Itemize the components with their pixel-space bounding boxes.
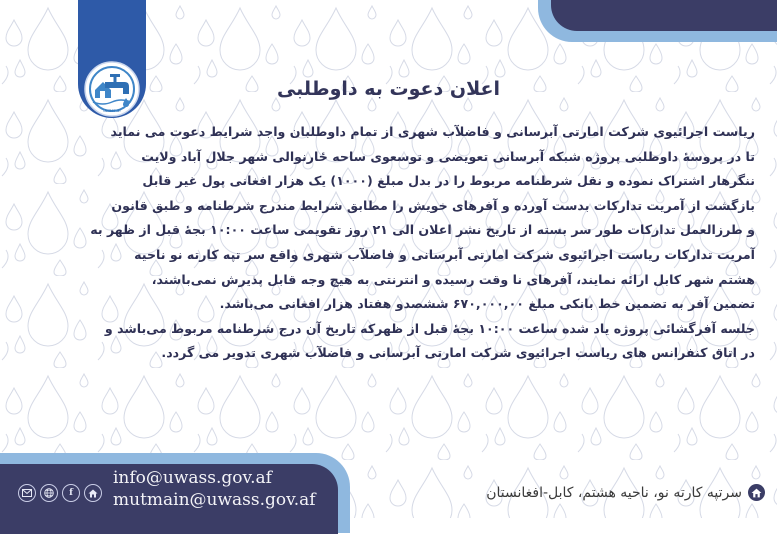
body-line: جلسه آفرگشائی پروژه یاد شده ساعت ۱۰:۰۰ بجهٔ قبل از ظهرکه تاریخ آن درج شرطنامه مربوط می‌باشد و <box>104 320 755 336</box>
body-line: آمریت تدارکات ریاست اجرائیوی شرکت امارتی آبرسانی و فاضلآب شهری واقع سر تپه کارته نو ناحیه <box>134 246 755 262</box>
email-link-mutmain[interactable]: mutmain@uwass.gov.af <box>113 490 316 510</box>
home-icon[interactable] <box>84 484 102 502</box>
body-line: ریاست اجرائیوی شرکت امارتی آبرسانی و فاضلآب شهری از تمام داوطلبان واجد شرایط دعوت می نماید <box>110 124 755 139</box>
body-line: و طرزالعمل تدارکات طور سر بسته از تاریخ نشر اعلان الی ۲۱ روز تقویمی ساعت ۱۰:۰۰ بجهٔ قبل از ظهر به <box>90 222 755 238</box>
body-line: در اتاق کنفرانس های ریاست اجرائیوی شرکت امارتی آبرسانی و فاضلآب شهری تدویر می گردد. <box>161 345 755 361</box>
globe-icon[interactable] <box>40 484 58 502</box>
body-line: ننگرهار اشتراک نموده و نقل شرطنامه مربوط را در بدل مبلغ (۱۰۰۰) یک هزار افغانی پول غیر قابل <box>142 173 755 189</box>
email-icon[interactable] <box>18 484 36 502</box>
body-line: تضمین آفر به تضمین خط بانکی مبلغ ۶۷۰,۰۰۰,۰۰ ششصدو هفتاد هزار افغانی می‌باشد. <box>219 296 755 312</box>
footer-social-icons <box>18 484 102 502</box>
footer-emails <box>113 467 316 511</box>
footer-address <box>486 484 765 501</box>
body-line: بازگشت از آمریت تدارکات بدست آورده و آفرهای خویش را مطابق شرایط مندرج شرطنامه و طبق قانون <box>111 197 755 213</box>
announcement-body <box>48 120 755 366</box>
body-line: هشتم شهر کابل ارائه نمایند، آفرهای نا وقت رسیده و انترنتی به هیچ وجه قابل پذیرش نمی‌باشند، <box>151 271 755 287</box>
announcement-title: اعلان دعوت به داوطلبی <box>276 78 501 100</box>
facebook-icon[interactable]: f <box>62 484 80 502</box>
svg-text:uwass.af: uwass.af <box>103 108 121 113</box>
header-tab <box>551 0 777 31</box>
home-icon <box>748 484 765 501</box>
body-line: تا در پروسهٔ داوطلبی پروژه شبکه آبرسانی تعویضی و توسعوی ساحه ځارنوالی شهر جلال آباد ولایت <box>141 148 755 164</box>
email-link-info[interactable]: info@uwass.gov.af <box>113 468 272 488</box>
address-text: سرتپه کارته نو، ناحیه هشتم، کابل-افغانستان <box>486 484 742 501</box>
